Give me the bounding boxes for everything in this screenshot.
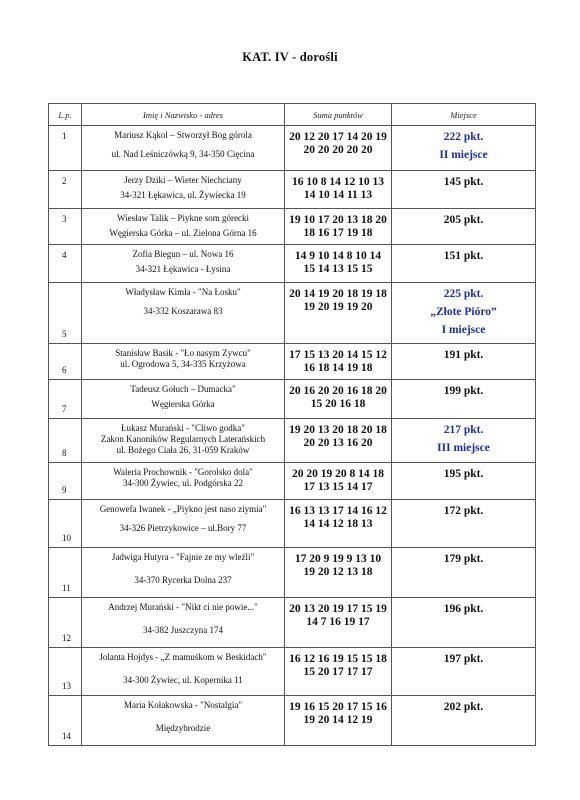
result-points: 225 pkt. (443, 288, 484, 300)
entrant-address: 34-332 Koszarawa 83 (143, 306, 223, 316)
row-number: 5 (49, 283, 82, 344)
result-cell (392, 171, 536, 209)
scores-line-1: 16 12 16 19 15 15 18 (289, 653, 387, 665)
result-points: 197 pkt. (443, 653, 484, 665)
entrant-cell (82, 171, 285, 209)
header-name: Imię i Nazwisko - adres (82, 104, 285, 126)
scores-line-1: 20 14 19 20 18 19 18 (289, 288, 387, 300)
entrant-address: 34-300 Żywiec, ul. Podgórska 22 (123, 478, 243, 488)
entrant-address: 34-321 Łękawica - Łysina (135, 264, 231, 274)
scores-cell (285, 245, 392, 283)
entrant-cell (82, 419, 285, 463)
result-cell (392, 344, 536, 380)
entrant-title: Genowefa Iwanek - „Piykno jest naso zíymia" (99, 504, 267, 514)
entrant-cell (82, 209, 285, 245)
result-points: 145 pkt. (443, 176, 484, 188)
entrant-title: Maria Kołakowska - "Nostalgia" (123, 700, 243, 710)
result-cell (392, 696, 536, 746)
scores-cell (285, 500, 392, 548)
scores-cell (285, 380, 392, 419)
row-number: 6 (49, 344, 82, 380)
result-points: 172 pkt. (443, 505, 484, 517)
entrant-cell (82, 500, 285, 548)
scores-line-2: 15 20 16 18 (310, 397, 366, 410)
result-points: 202 pkt. (443, 701, 484, 713)
scores-cell (285, 463, 392, 500)
entrant-title: Wiesław Talik – Piykne som górecki (116, 213, 250, 223)
scores-cell (285, 171, 392, 209)
row-number: 14 (49, 696, 82, 746)
scores-line-1: 16 13 13 17 14 16 12 (289, 505, 387, 517)
scores-line-2: 14 10 14 11 13 (303, 188, 373, 201)
entrant-cell (82, 126, 285, 171)
scores-line-1: 14 9 10 14 8 10 14 (294, 250, 382, 262)
row-number: 3 (49, 209, 82, 245)
scores-line-2: 14 7 16 19 17 (306, 615, 370, 628)
table-row (49, 648, 536, 696)
result-cell (392, 500, 536, 548)
result-points: 196 pkt. (443, 603, 484, 615)
entrant-cell (82, 283, 285, 344)
entrant-title: Łukasz Murański - "Cliwo godka" (121, 423, 245, 433)
table-row (49, 126, 536, 171)
result-points: 205 pkt. (443, 214, 484, 226)
header-row (49, 104, 536, 126)
row-number: 4 (49, 245, 82, 283)
entrant-address: 34-326 Pietrzykowice – ul.Bory 77 (119, 523, 247, 533)
result-points: 217 pkt. (443, 424, 484, 436)
table-row (49, 548, 536, 598)
scores-cell (285, 598, 392, 648)
scores-line-2: 19 20 12 13 18 (303, 565, 373, 578)
row-number: 9 (49, 463, 82, 500)
entrant-title: Jadwiga Hutyra - "Fajnie ze my wleźli" (111, 552, 255, 562)
entrant-organization: Zakon Kanoników Regularnych Laterańskich (100, 434, 266, 444)
entrant-address: 34-382 Juszczyna 174 (143, 625, 223, 635)
entrant-address: ul. Ogrodowa 5, 34-335 Krzyżowa (120, 359, 246, 369)
result-cell (392, 209, 536, 245)
scores-cell (285, 548, 392, 598)
scores-line-2: 20 20 20 20 20 (303, 143, 373, 156)
scores-line-1: 17 15 13 20 14 15 12 (289, 349, 387, 361)
scores-line-1: 19 20 13 20 18 20 18 (289, 424, 387, 436)
result-cell (392, 548, 536, 598)
entrant-title: Tadeusz Gołuch – Dumacka" (130, 384, 236, 394)
entrant-address: 34-370 Rycerka Dolna 237 (134, 575, 232, 585)
result-cell (392, 380, 536, 419)
result-cell (392, 598, 536, 648)
entrant-address: ul. Nad Leśniczówką 9, 34-350 Cięcina (111, 149, 255, 159)
header-points: Suma punktów (285, 104, 392, 126)
scores-cell (285, 419, 392, 463)
row-number: 12 (49, 598, 82, 648)
entrant-cell (82, 344, 285, 380)
entrant-cell (82, 245, 285, 283)
scores-line-2: 15 14 13 15 15 (303, 262, 373, 275)
row-number: 11 (49, 548, 82, 598)
entrant-address: Węgierska Górka (151, 399, 215, 409)
scores-line-2: 20 20 13 16 20 (303, 436, 373, 449)
result-points: 222 pkt. (443, 131, 484, 143)
result-cell (392, 463, 536, 500)
scores-line-1: 20 12 20 17 14 20 19 (289, 131, 387, 143)
result-cell (392, 283, 536, 344)
result-points: 199 pkt. (443, 385, 484, 397)
header-lp: L.p. (49, 104, 82, 126)
row-number: 7 (49, 380, 82, 419)
entrant-address: ul. Bożego Ciała 26, 31-059 Kraków (116, 445, 250, 455)
scores-line-2: 19 20 14 12 19 (303, 713, 373, 726)
result-place: I miejsce (441, 324, 486, 336)
scores-cell (285, 648, 392, 696)
scores-line-1: 20 13 20 19 17 15 19 (289, 603, 387, 615)
scores-line-1: 19 16 15 20 17 15 16 (289, 701, 387, 713)
result-cell (392, 648, 536, 696)
table-row (49, 598, 536, 648)
row-number: 13 (49, 648, 82, 696)
entrant-title: Stanisław Basik - "Ło nasym Zywcu" (115, 348, 251, 358)
scores-cell (285, 696, 392, 746)
scores-cell (285, 126, 392, 171)
table-row (49, 380, 536, 419)
result-award: „Złote Pióro” (430, 306, 497, 318)
header-place: Miejsce (392, 104, 536, 126)
entrant-cell (82, 598, 285, 648)
result-place: III miejsce (437, 442, 490, 454)
result-cell (392, 245, 536, 283)
result-points: 195 pkt. (443, 468, 484, 480)
result-cell (392, 126, 536, 171)
result-points: 179 pkt. (443, 553, 484, 565)
entrant-address: 34-321 Łękawica, ul. Żywiecka 19 (120, 190, 246, 200)
scores-line-1: 20 16 20 20 16 18 20 (289, 385, 387, 397)
entrant-address: 34-300 Żywiec, ul. Kopernika 11 (123, 675, 243, 685)
scores-line-2: 19 20 19 19 20 (303, 300, 373, 313)
table-row (49, 209, 536, 245)
result-cell (392, 419, 536, 463)
entrant-cell (82, 696, 285, 746)
table-row (49, 283, 536, 344)
scores-cell (285, 209, 392, 245)
scores-line-2: 16 18 14 19 18 (303, 361, 373, 374)
entrant-cell (82, 463, 285, 500)
result-points: 191 pkt. (443, 349, 484, 361)
scores-line-2: 17 13 15 14 17 (303, 480, 373, 493)
scores-line-1: 16 10 8 14 12 10 13 (292, 176, 384, 188)
scores-line-1: 19 10 17 20 13 18 20 (289, 214, 387, 226)
table-row (49, 171, 536, 209)
result-place: II miejsce (439, 149, 488, 161)
table-row (49, 419, 536, 463)
scores-line-1: 20 20 19 20 8 14 18 (292, 468, 384, 480)
results-table (48, 103, 536, 746)
entrant-address: Międzybrodzie (155, 723, 211, 733)
entrant-title: Władysław Kimla - "Na Łosku" (125, 287, 241, 297)
table-row (49, 245, 536, 283)
row-number: 8 (49, 419, 82, 463)
entrant-title: Andrzej Murański - "Nikt ci nie powie..." (108, 602, 258, 612)
entrant-title: Zofia Biegun – ul. Nowa 16 (132, 249, 234, 259)
table-row (49, 500, 536, 548)
result-points: 151 pkt. (443, 250, 484, 262)
entrant-cell (82, 548, 285, 598)
table-row (49, 696, 536, 746)
scores-cell (285, 344, 392, 380)
entrant-title: Mariusz Kąkol – Stworzył Bog górola (114, 130, 252, 140)
row-number: 2 (49, 171, 82, 209)
scores-line-1: 17 20 9 19 9 13 10 (294, 553, 382, 565)
scores-line-2: 15 20 17 17 17 (303, 665, 373, 678)
row-number: 10 (49, 500, 82, 548)
entrant-title: Jerzy Dziki – Wieter Niechciany (124, 175, 242, 185)
scores-cell (285, 283, 392, 344)
row-number: 1 (49, 126, 82, 171)
entrant-title: Jolanta Hojdys - „Z mamuśkom w Beskidach" (99, 652, 267, 662)
entrant-cell (82, 648, 285, 696)
scores-line-2: 14 14 12 18 13 (303, 517, 373, 530)
page-title: KAT. IV - dorośli (242, 50, 338, 64)
table-row (49, 463, 536, 500)
scores-line-2: 18 16 17 19 18 (303, 226, 373, 239)
table-row (49, 344, 536, 380)
entrant-address: Węgierska Górka – ul. Zielona Górna 16 (109, 228, 257, 238)
entrant-cell (82, 380, 285, 419)
entrant-title: Waleria Prochownik - "Gorolsko dola" (113, 467, 253, 477)
